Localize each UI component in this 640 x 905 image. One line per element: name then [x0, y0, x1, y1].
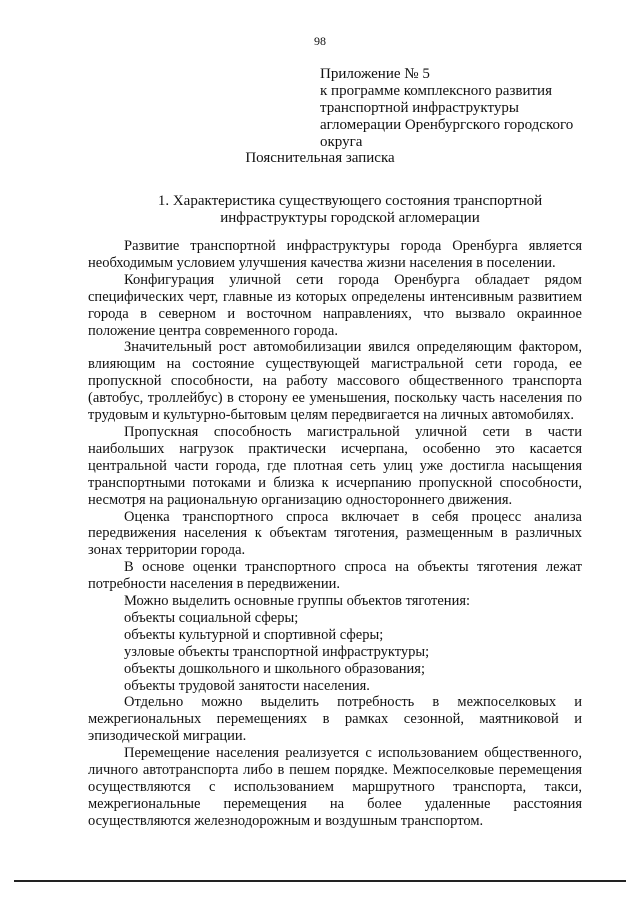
- paragraph: Развитие транспортной инфраструктуры города Оренбурга является необходимым условием улучшения качества жизни населения в поселении.: [88, 238, 582, 271]
- section-title: [80, 193, 620, 227]
- appendix-line: Приложение № 5: [320, 66, 430, 82]
- appendix-line: агломерации Оренбургского городского: [320, 117, 574, 133]
- section-title-line: 1. Характеристика существующего состояния транспортной: [157, 193, 543, 209]
- section-title-line: инфраструктуры городской агломерации: [220, 210, 480, 226]
- paragraph: Значительный рост автомобилизации явился определяющим фактором, влияющим на состояние существующей магистральной сети города, ее пропускной способности, на работу массового общественного транспорта (автобус, троллейбус) в сторону ее уменьшения, поскольку часть населения по трудовым и культурно-бытовым целям передвигается на личных автомобилях.: [88, 339, 582, 424]
- appendix-line: транспортной инфраструктуры: [320, 100, 519, 116]
- list-item: объекты культурной и спортивной сферы;: [124, 626, 384, 643]
- page-number: 98: [314, 34, 326, 48]
- paragraph: Оценка транспортного спроса включает в себя процесс анализа передвижения населения к объектам тяготения, размещенным в различных зонах территории города.: [88, 508, 582, 559]
- list-item: объекты социальной сферы;: [124, 609, 299, 626]
- list-item: объекты трудовой занятости населения.: [124, 677, 370, 694]
- note-title: Пояснительная записка: [245, 150, 395, 166]
- appendix-header: [320, 66, 620, 151]
- paragraph: Конфигурация уличной сети города Оренбурга обладает рядом специфических черт, главные из которых определены интенсивным развитием города в северном и восточном направлениях, что вызвало окраинное положение центра современного города.: [88, 271, 582, 339]
- list-item: объекты дошкольного и школьного образования;: [124, 660, 425, 677]
- document-body: [88, 238, 582, 830]
- paragraph: В основе оценки транспортного спроса на объекты тяготения лежат потребности населения в передвижении.: [88, 559, 582, 593]
- paragraph: Перемещение населения реализуется с использованием общественного, личного автотранспорта либо в пешем порядке. Межпоселковые перемещения осуществляются с использованием маршрутного транспорта, такси, межрегиональные перемещения на более удаленные расстояния осуществляются железнодорожным и воздушным транспортом.: [88, 745, 582, 829]
- list-item: узловые объекты транспортной инфраструктуры;: [124, 643, 430, 660]
- paragraph: Пропускная способность магистральной уличной сети в части наибольших нагрузок практически исчерпана, особенно это касается центральной части города, где плотная сеть улиц уже достигла насыщения транспортными потоками и близка к исчерпанию пропускной способности, несмотря на рациональную организацию одностороннего движения.: [88, 423, 582, 508]
- paragraph: Отдельно можно выделить потребность в межпоселковых и межрегиональных перемещениях в рамках сезонной, маятниковой и эпизодической миграции.: [88, 694, 582, 745]
- appendix-line: к программе комплексного развития: [320, 83, 552, 99]
- appendix-line: округа: [320, 134, 363, 150]
- bottom-divider: [14, 880, 626, 882]
- paragraph: Можно выделить основные группы объектов тяготения:: [124, 593, 471, 610]
